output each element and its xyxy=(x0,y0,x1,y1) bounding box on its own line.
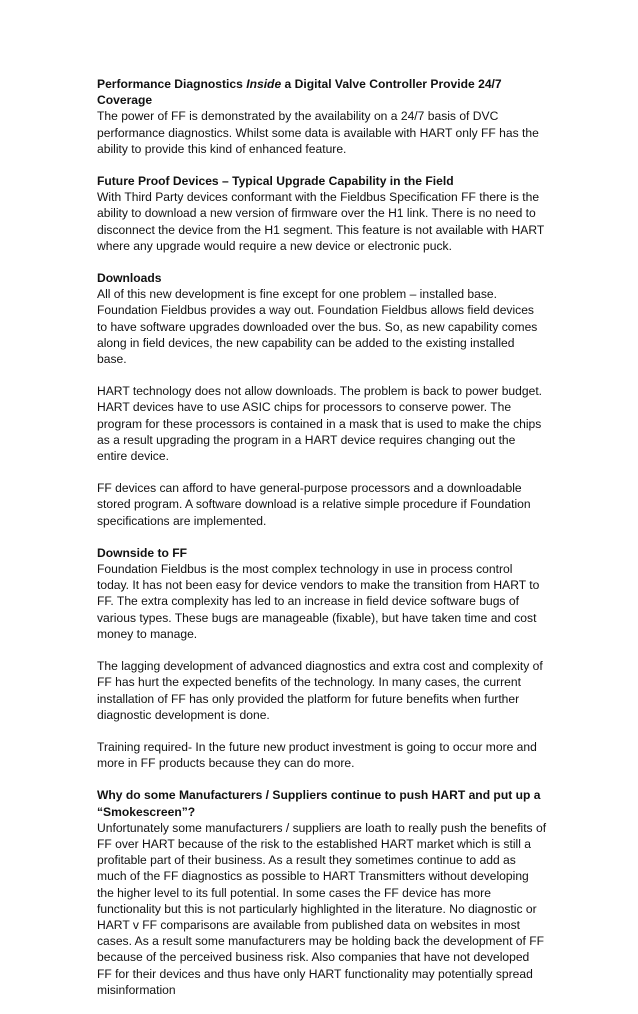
paragraph: FF devices can afford to have general-purpose processors and a downloadable stored program. A software download is a relative simple procedure if Foundation specifications are implemented. xyxy=(97,481,531,528)
section-performance-diagnostics xyxy=(97,76,547,157)
heading-italic-word: Inside xyxy=(246,77,282,91)
document-page xyxy=(97,76,547,1014)
paragraph: The lagging development of advanced diagnostics and extra cost and complexity of FF has hurt the expected benefits of the technology. In many cases, the current installation of FF has only provided the platform for future benefits when further diagnostic development is done. xyxy=(97,659,543,722)
section-future-proof-devices xyxy=(97,173,547,254)
paragraph: Training required- In the future new product investment is going to occur more and more in FF products because they can do more. xyxy=(97,739,537,771)
section-heading xyxy=(97,76,547,108)
section-why-push-hart xyxy=(97,787,547,998)
heading-text-end: a Digital Valve Controller Provide 24/7 Coverage xyxy=(97,77,502,108)
section-downside-to-ff xyxy=(97,545,547,771)
section-downloads xyxy=(97,270,547,529)
section-heading: Downside to FF xyxy=(97,545,188,560)
paragraph: The power of FF is demonstrated by the availability on a 24/7 basis of DVC performance diagnostics. Whilst some data is available with HART only FF has the ability to provide this kind of enhanced feature. xyxy=(97,109,539,156)
paragraph: Unfortunately some manufacturers / suppliers are loath to really push the benefits of FF over HART because of the risk to the established HART market which is still a profitable part of their business. As a result they sometimes continue to add as much of the FF diagnostics as possible to HART Transmitters without developing the higher level to its full potential. In some cases the FF device has more functionality but this is not particularly highlighted in the literature. No diagnostic or HART v FF comparisons are available from published data on websites in most cases. As a result some manufacturers may be holding back the development of FF because of the perceived business risk. Also companies that have not developed FF for their devices and thus have only HART functionality may potentially spread misinformation xyxy=(97,820,547,997)
heading-text-start: Performance Diagnostics xyxy=(97,77,247,91)
paragraph: HART technology does not allow downloads. The problem is back to power budget. HART devices have to use ASIC chips for processors to conserve power. The program for these processors is contained in a mask that is used to make the chips as a result upgrading the program in a HART device requires changing out the entire device. xyxy=(97,384,543,464)
section-heading: Future Proof Devices – Typical Upgrade Capability in the Field xyxy=(97,174,454,189)
section-heading: Downloads xyxy=(97,271,162,286)
paragraph: With Third Party devices conformant with the Fieldbus Specification FF there is the ability to download a new version of firmware over the H1 link. There is no need to disconnect the device from the H1 segment. This feature is not available with HART where any upgrade would require a new device or electronic puck. xyxy=(97,190,545,253)
paragraph: All of this new development is fine except for one problem – installed base. Foundation Fieldbus provides a way out. Foundation Fieldbus allows field devices to have software upgrades downloaded over the bus. So, as new capability comes along in field devices, the new capability can be added to the existing installed base. xyxy=(97,287,538,367)
paragraph: Foundation Fieldbus is the most complex technology in use in process control today. It has not been easy for device vendors to make the transition from HART to FF. The extra complexity has led to an increase in field device software bugs of various types. These bugs are manageable (fixable), but have taken time and cost money to manage. xyxy=(97,562,540,641)
section-heading: Why do some Manufacturers / Suppliers continue to push HART and put up a “Smokescreen”? xyxy=(97,788,541,819)
